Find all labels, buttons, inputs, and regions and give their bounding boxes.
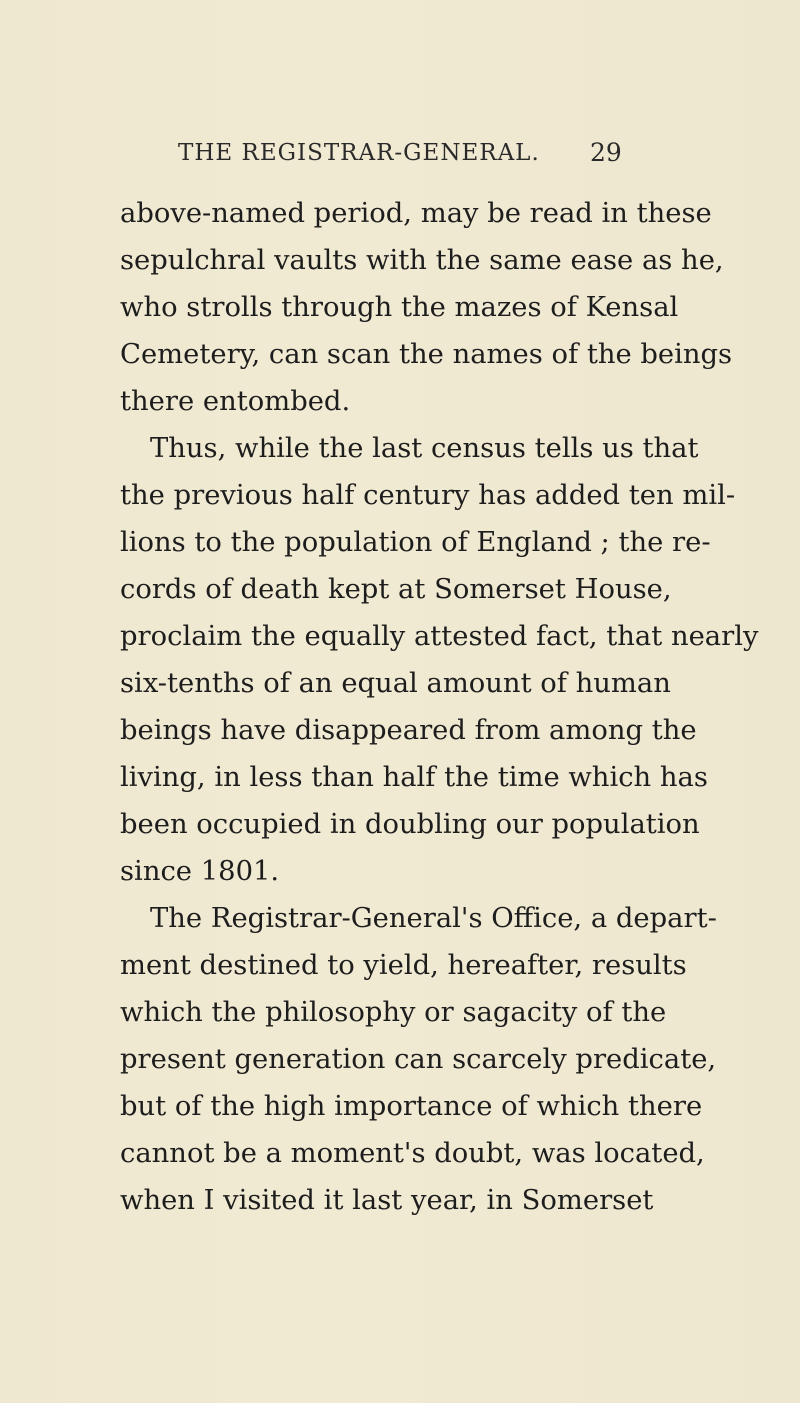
text-line: the previous half century has added ten mil-	[120, 480, 736, 511]
text-line: proclaim the equally attested fact, that nearly	[120, 621, 759, 652]
text-line: present generation can scarcely predicate,	[120, 1044, 717, 1075]
text-line: who strolls through the mazes of Kensal	[120, 292, 679, 323]
text-line: The Registrar-General's Office, a depart-	[150, 903, 717, 934]
text-line: been occupied in doubling our population	[120, 809, 700, 840]
text-line: there entombed.	[120, 386, 351, 417]
text-line: cannot be a moment's doubt, was located,	[120, 1138, 705, 1169]
text-line: beings have disappeared from among the	[120, 715, 697, 746]
text-line: Cemetery, can scan the names of the beings	[120, 339, 733, 370]
text-line: when I visited it last year, in Somerset	[120, 1185, 654, 1216]
text-line: but of the high importance of which there	[120, 1091, 703, 1122]
text-line: living, in less than half the time which has	[120, 762, 708, 793]
paragraph-2	[120, 425, 759, 895]
paragraph-1	[120, 190, 733, 425]
body-text	[120, 190, 759, 1224]
running-title: THE REGISTRAR-GENERAL.	[178, 140, 540, 166]
text-line: cords of death kept at Somerset House,	[120, 574, 672, 605]
paragraph-3	[120, 895, 717, 1224]
text-line: Thus, while the last census tells us that	[150, 433, 699, 464]
text-line: ment destined to yield, hereafter, results	[120, 950, 687, 981]
page-number: 29	[590, 138, 622, 167]
text-line: lions to the population of England ; the re-	[120, 527, 711, 558]
text-line: since 1801.	[120, 856, 280, 887]
text-line: above-named period, may be read in these	[120, 198, 712, 229]
text-line: sepulchral vaults with the same ease as he,	[120, 245, 724, 276]
text-line: six-tenths of an equal amount of human	[120, 668, 671, 699]
text-line: which the philosophy or sagacity of the	[120, 997, 667, 1028]
